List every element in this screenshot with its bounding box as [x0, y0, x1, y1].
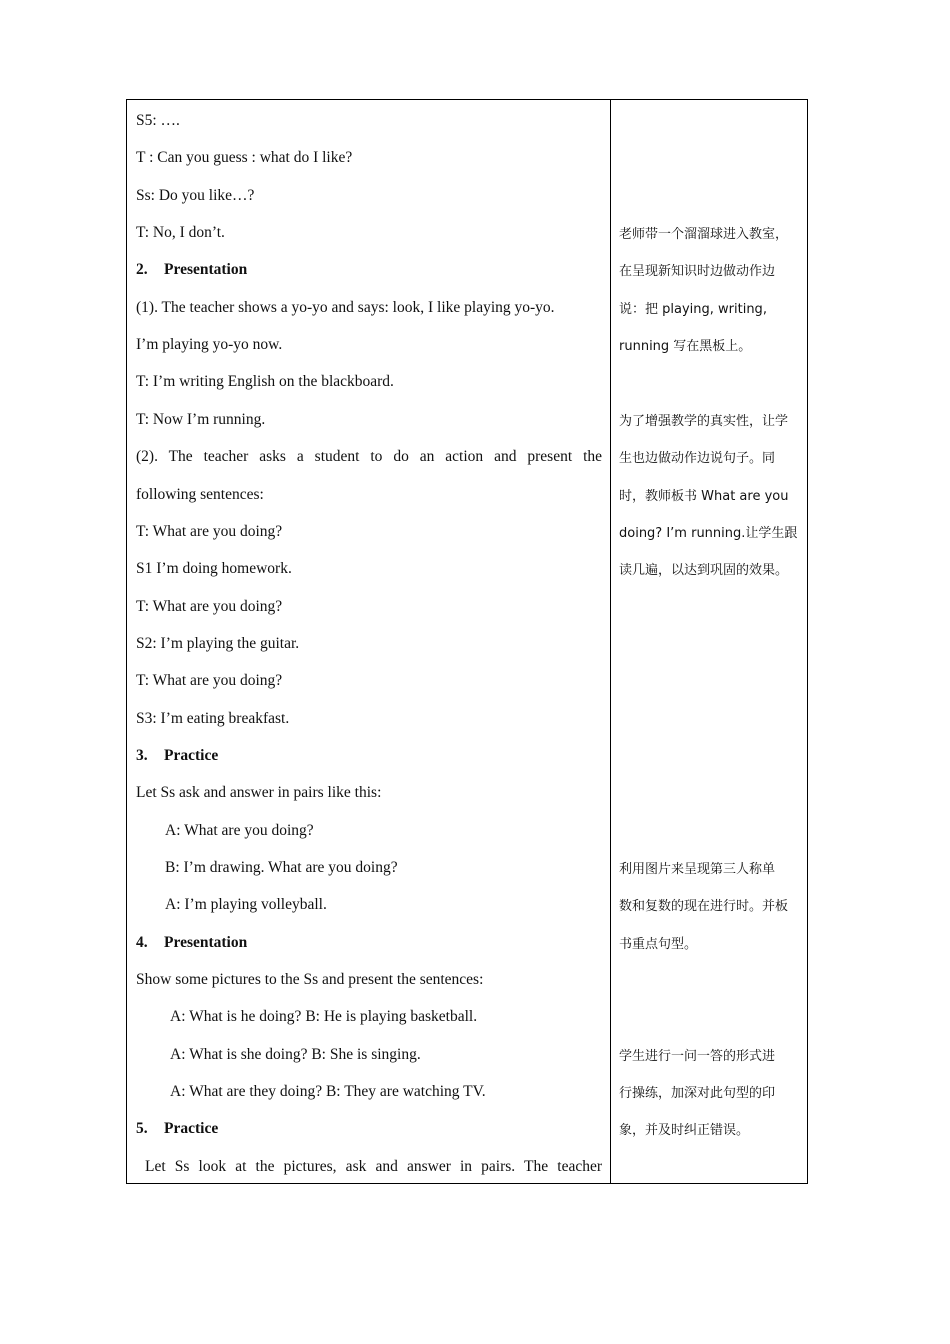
section-title: Practice: [164, 746, 219, 764]
dialogue-line: S5: ….: [136, 112, 180, 129]
dialogue-line: I’m playing yo-yo now.: [136, 336, 283, 354]
section-number: 2.: [136, 261, 148, 279]
section-heading: [136, 1119, 218, 1139]
dialogue-line: Let Ss look at the pictures, ask and answer in pairs. The teacher: [145, 1157, 602, 1175]
design-note-line: 读几遍，以达到巩固的效果。: [619, 563, 789, 579]
section-number: 5.: [136, 1120, 148, 1138]
dialogue-line: S1 I’m doing homework.: [136, 560, 292, 578]
dialogue-line: A: What are they doing? B: They are watching TV.: [170, 1083, 486, 1101]
dialogue-line: T : Can you guess : what do I like?: [136, 149, 353, 167]
dialogue-line: T: What are you doing?: [136, 522, 283, 540]
section-title: Presentation: [164, 933, 248, 951]
design-note-line: 利用图片来呈现第三人称单: [619, 862, 776, 877]
dialogue-line: Ss: Do you like…?: [136, 186, 255, 204]
design-note-line: 象，并及时纠正错误。: [619, 1123, 750, 1139]
dialogue-line: (1). The teacher shows a yo-yo and says: look, I like playing yo-yo.: [136, 298, 555, 316]
column-divider: [610, 100, 611, 1183]
section-title: Presentation: [164, 261, 248, 279]
design-note-line: 说：把 playing, writing,: [619, 301, 767, 317]
design-note-line: 书重点句型。: [619, 936, 698, 952]
dialogue-line: S2: I’m playing the guitar.: [136, 634, 300, 652]
section-title: Practice: [164, 1120, 219, 1138]
design-note-line: 行操练，加深对此句型的印: [619, 1086, 776, 1102]
dialogue-line: Let Ss ask and answer in pairs like this:: [136, 784, 382, 802]
dialogue-line: T: Now I’m running.: [136, 410, 266, 428]
section-number: 4.: [136, 933, 148, 951]
design-note-line: doing? I’m running.让学生跟: [619, 525, 798, 541]
dialogue-line: Show some pictures to the Ss and present the sentences:: [136, 971, 484, 989]
dialogue-line: (2). The teacher asks a student to do an action and present the: [136, 448, 602, 466]
dialogue-line: A: What is she doing? B: She is singing.: [170, 1045, 421, 1063]
dialogue-line: A: What are you doing?: [165, 821, 314, 839]
dialogue-line: T: What are you doing?: [136, 597, 283, 615]
dialogue-line: T: I’m writing English on the blackboard.: [136, 373, 394, 391]
lesson-plan-table: [126, 99, 808, 1184]
dialogue-line: B: I’m drawing. What are you doing?: [165, 859, 398, 876]
section-heading: [136, 933, 247, 953]
section-heading: [136, 746, 218, 766]
design-note-line: running 写在黑板上。: [619, 339, 752, 355]
dialogue-line: T: No, I don’t.: [136, 224, 225, 242]
section-number: 3.: [136, 746, 148, 764]
dialogue-line: A: What is he doing? B: He is playing basketball.: [170, 1008, 478, 1026]
design-note-line: 数和复数的现在进行时。并板: [619, 899, 789, 915]
dialogue-line: S3: I’m eating breakfast.: [136, 709, 290, 727]
section-heading: [136, 260, 247, 280]
dialogue-line: T: What are you doing?: [136, 672, 283, 690]
design-note-line: 生也边做动作边说句子。同: [619, 451, 776, 467]
design-note-line: 老师带一个溜溜球进入教室，: [619, 227, 789, 243]
dialogue-line: A: I’m playing volleyball.: [165, 896, 327, 914]
design-note-line: 在呈现新知识时边做动作边: [619, 264, 776, 280]
design-note-line: 为了增强教学的真实性，让学: [619, 413, 789, 429]
design-note-line: 时，教师板书 What are you: [619, 488, 789, 504]
dialogue-line: following sentences:: [136, 485, 264, 503]
design-note-line: 学生进行一问一答的形式进: [619, 1048, 776, 1064]
